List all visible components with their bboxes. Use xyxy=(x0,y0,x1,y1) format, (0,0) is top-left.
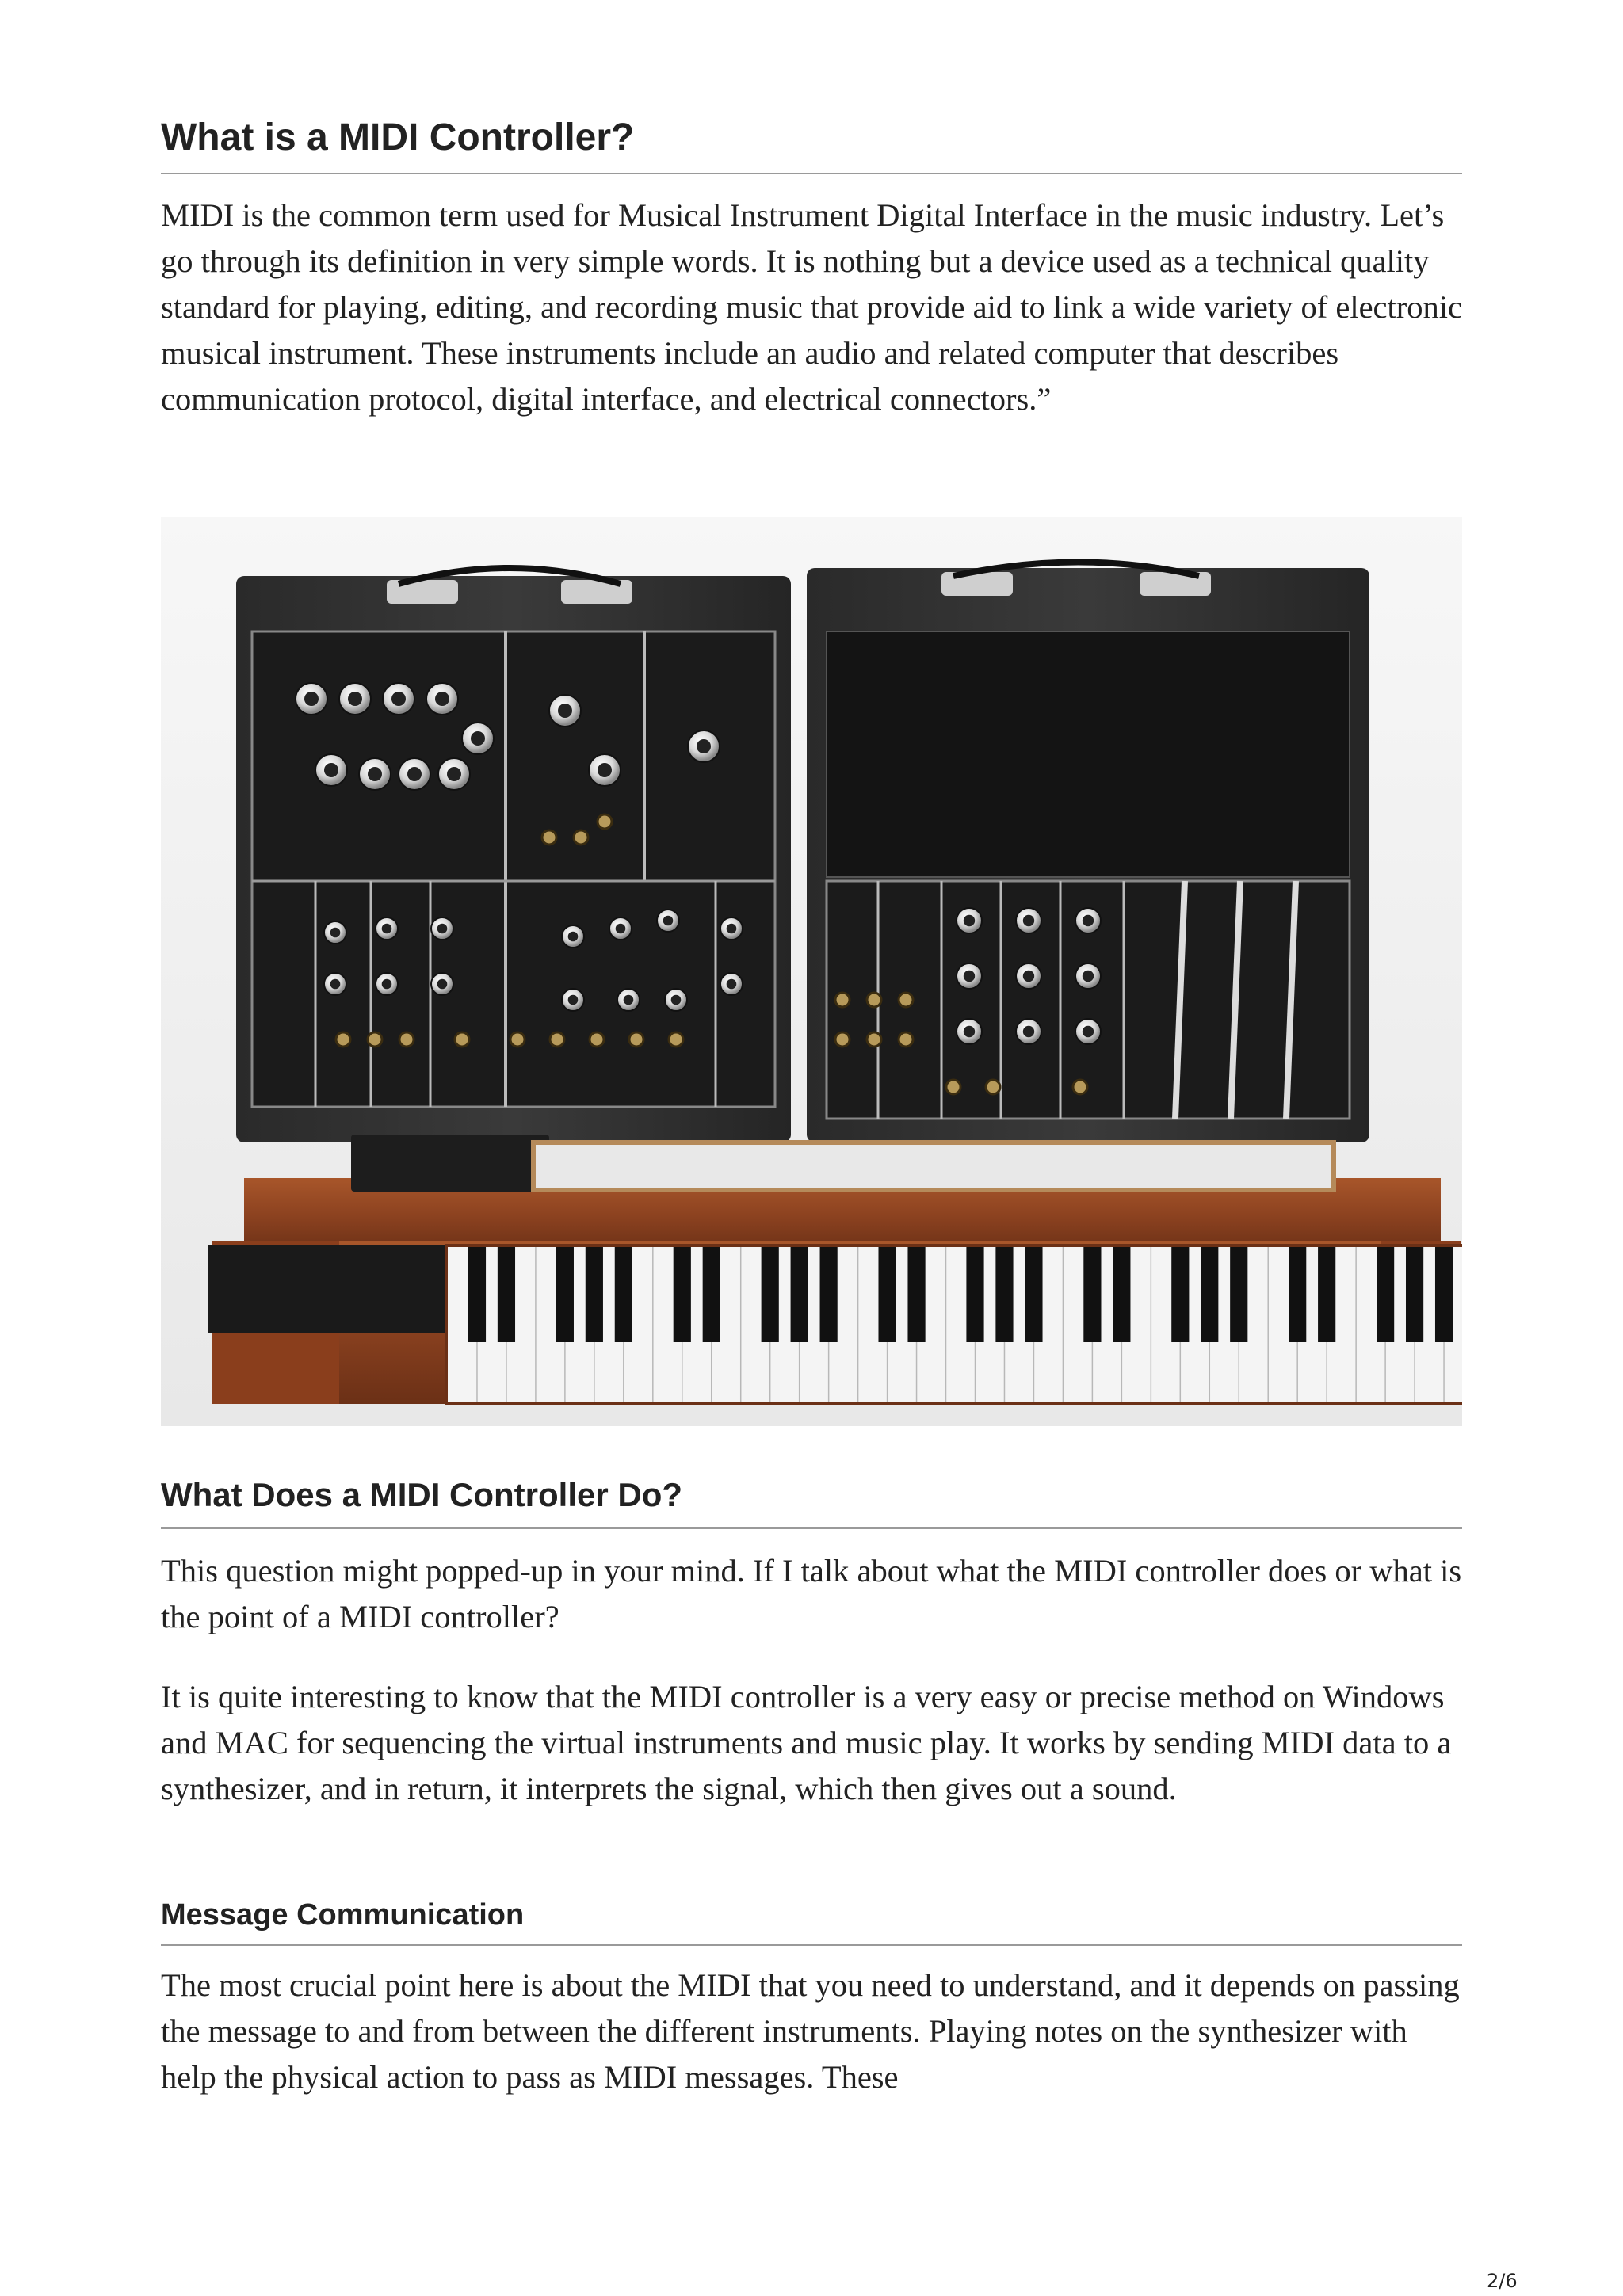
black-key xyxy=(966,1247,983,1342)
black-key xyxy=(674,1247,691,1342)
patch-jack xyxy=(899,1032,913,1047)
patch-jack xyxy=(574,830,588,845)
black-key xyxy=(1230,1247,1247,1342)
subsection-heading: Message Communication xyxy=(161,1897,1462,1946)
black-key xyxy=(995,1247,1013,1342)
black-key xyxy=(703,1247,720,1342)
black-key xyxy=(1025,1247,1042,1342)
patch-jack xyxy=(835,993,850,1007)
patch-jack xyxy=(590,1032,604,1047)
section-heading: What Does a MIDI Controller Do? xyxy=(161,1475,1462,1529)
synthesizer-photo xyxy=(161,517,1462,1426)
black-key xyxy=(468,1247,486,1342)
black-key xyxy=(556,1247,574,1342)
patch-jack xyxy=(542,830,556,845)
page-title: What is a MIDI Controller? xyxy=(161,116,1462,174)
black-key xyxy=(820,1247,838,1342)
patch-jack xyxy=(550,1032,564,1047)
patch-jack xyxy=(455,1032,469,1047)
black-key xyxy=(1406,1247,1423,1342)
intro-paragraph: MIDI is the common term used for Musical Instrument Digital Interface in the music industry. Let’s go through its definition in very simple words. It is nothing but a device used as a technical quality standard for playing, editing, and recording music that provide aid to link a wide variety of electronic musical instrument. These instruments include an audio and related computer that describes communication protocol, digital interface, and electrical connectors.” xyxy=(161,197,1462,417)
black-key xyxy=(1201,1247,1218,1342)
patch-jack xyxy=(946,1080,960,1094)
page-number: 2/6 xyxy=(1487,2270,1518,2292)
left-cabinet xyxy=(236,568,791,1142)
black-key xyxy=(907,1247,925,1342)
right-cabinet xyxy=(807,563,1369,1143)
patch-jack xyxy=(336,1032,350,1047)
patch-jack xyxy=(629,1032,643,1047)
patch-jack xyxy=(399,1032,414,1047)
black-key xyxy=(1083,1247,1101,1342)
patch-jack xyxy=(986,1080,1000,1094)
patch-jack xyxy=(669,1032,683,1047)
black-key xyxy=(1171,1247,1189,1342)
black-key xyxy=(878,1247,896,1342)
black-key xyxy=(498,1247,515,1342)
message-paragraph: The most crucial point here is about the MIDI that you need to understand, and it depends on passing the message to and from between the different instruments. Playing notes on the synthesizer with help the physical action to pass as MIDI messages. These xyxy=(161,1967,1460,2095)
patch-jack xyxy=(867,1032,881,1047)
patch-jack xyxy=(835,1032,850,1047)
black-key xyxy=(791,1247,808,1342)
black-key xyxy=(762,1247,779,1342)
question-paragraph: This question might popped-up in your mind. If I talk about what the MIDI controller does or what is the point of a MIDI controller? xyxy=(161,1553,1462,1634)
black-key xyxy=(1377,1247,1394,1342)
black-key xyxy=(615,1247,632,1342)
answer-paragraph: It is quite interesting to know that the MIDI controller is a very easy or precise method on Windows and MAC for sequencing the virtual instruments and music play. It works by sending MIDI data to a synthesizer, and in return, it interprets the signal, which then gives out a sound. xyxy=(161,1679,1452,1806)
patch-jack xyxy=(510,1032,525,1047)
black-key xyxy=(1113,1247,1130,1342)
black-key xyxy=(1318,1247,1335,1342)
black-key xyxy=(586,1247,603,1342)
patch-jack xyxy=(1073,1080,1087,1094)
patch-jack xyxy=(598,814,612,829)
patch-jack xyxy=(867,993,881,1007)
patch-jack xyxy=(368,1032,382,1047)
black-key xyxy=(1289,1247,1306,1342)
black-key xyxy=(1435,1247,1453,1342)
patch-jack xyxy=(899,993,913,1007)
